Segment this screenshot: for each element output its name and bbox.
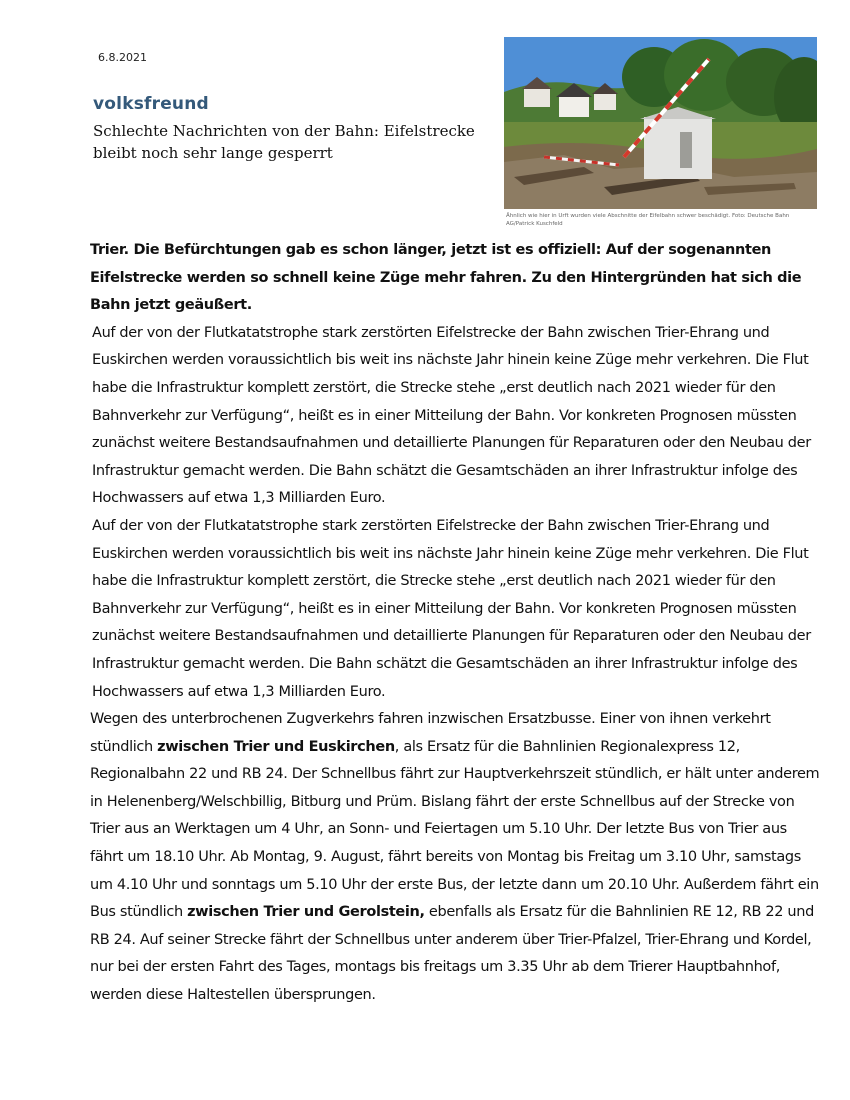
paragraph-3-text-3: ebenfalls als Ersatz für die Bahnlinien RE 12, RB 22 und RB 24. Auf seiner Strecke fährt der Schnellbus unter anderem über Trier-Pfalzel, Trier-Ehrang und Kordel, nur bei der ersten Fahrt des Tages, montags bis freitags um 3.35 Uhr ab dem Trierer Hauptbahnhof, werden diese Haltestellen übersprungen. [90,904,814,1004]
brand-logo[interactable]: volksfreund [93,94,209,114]
paragraph-3-text-2: , als Ersatz für die Bahnlinien Regionalexpress 12, Regionalbahn 22 und RB 24. Der Schnellbus fährt zur Hauptverkehrszeit stündlich, er hält unter anderem in Helenenberg/Welschbillig, Bitburg und Prüm. Bislang fährt der erste Schnellbus auf der Strecke von Trier aus an Werktagen um 4 Uhr, an Sonn- und Feiertagen um 5.10 Uhr. Der letzte Bus von Trier aus fährt um 18.10 Uhr. Ab Montag, 9. August, fährt bereits von Montag bis Freitag um 3.10 Uhr, samstags um 4.10 Uhr und sonntags um 5.10 Uhr der erste Bus, der letzte dann um 20.10 Uhr. Außerdem fährt ein Bus stündlich [90,738,820,921]
route-trier-gerolstein: zwischen Trier und Gerolstein, [187,904,425,921]
article-paragraph-1: Auf der von der Flutkatatstrophe stark zerstörten Eifelstrecke der Bahn zwischen Trier-Ehrang und Euskirchen werden voraussichtlich bis weit ins nächste Jahr hinein keine Züge mehr verkehren. Die Flut habe die Infrastruktur komplett zerstört, die Strecke stehe „erst deutlich nach 2021 wieder für den Bahnverkehr zur Verfügung“, heißt es in einer Mitteilung der Bahn. Vor konkreten Prognosen müssten zunächst weitere Bestandsaufnahmen und detaillierte Planungen für Reparaturen oder den Neubau der Infrastruktur gemacht werden. Die Bahn schätzt die Gesamtschäden an ihrer Infrastruktur infolge des Hochwassers auf etwa 1,3 Milliarden Euro. [92,324,811,507]
paragraph-3-text-1: Wegen des unterbrochenen Zugverkehrs fahren inzwischen Ersatzbusse. Einer von ihnen verkehrt stündlich [90,711,771,755]
article-headline: Schlechte Nachrichten von der Bahn: Eifelstrecke bleibt noch sehr lange gesperrt [93,122,475,162]
article-date: 6.8.2021 [98,51,147,64]
photo-caption: Ähnlich wie hier in Urft wurden viele Abschnitte der Eifelbahn schwer beschädigt. Foto: Deutsche Bahn AG/Patrick Kuschfeld [506,213,790,227]
article-photo[interactable] [504,37,817,209]
flood-damage-image [504,37,817,209]
article-lead: Trier. Die Befürchtungen gab es schon länger, jetzt ist es offiziell: Auf der sogenannten Eifelstrecke werden so schnell keine Züge mehr fahren. Zu den Hintergründen hat sich die Bahn jetzt geäußert. [90,242,802,314]
article-paragraph-3 [90,706,820,1010]
article-body [90,237,820,1010]
article-paragraph-2: Auf der von der Flutkatatstrophe stark zerstörten Eifelstrecke der Bahn zwischen Trier-Ehrang und Euskirchen werden voraussichtlich bis weit ins nächste Jahr hinein keine Züge mehr verkehren. Die Flut habe die Infrastruktur komplett zerstört, die Strecke stehe „erst deutlich nach 2021 wieder für den Bahnverkehr zur Verfügung“, heißt es in einer Mitteilung der Bahn. Vor konkreten Prognosen müssten zunächst weitere Bestandsaufnahmen und detaillierte Planungen für Reparaturen oder den Neubau der Infrastruktur gemacht werden. Die Bahn schätzt die Gesamtschäden an ihrer Infrastruktur infolge des Hochwassers auf etwa 1,3 Milliarden Euro. [92,517,811,700]
route-trier-euskirchen: zwischen Trier und Euskirchen [157,738,395,755]
